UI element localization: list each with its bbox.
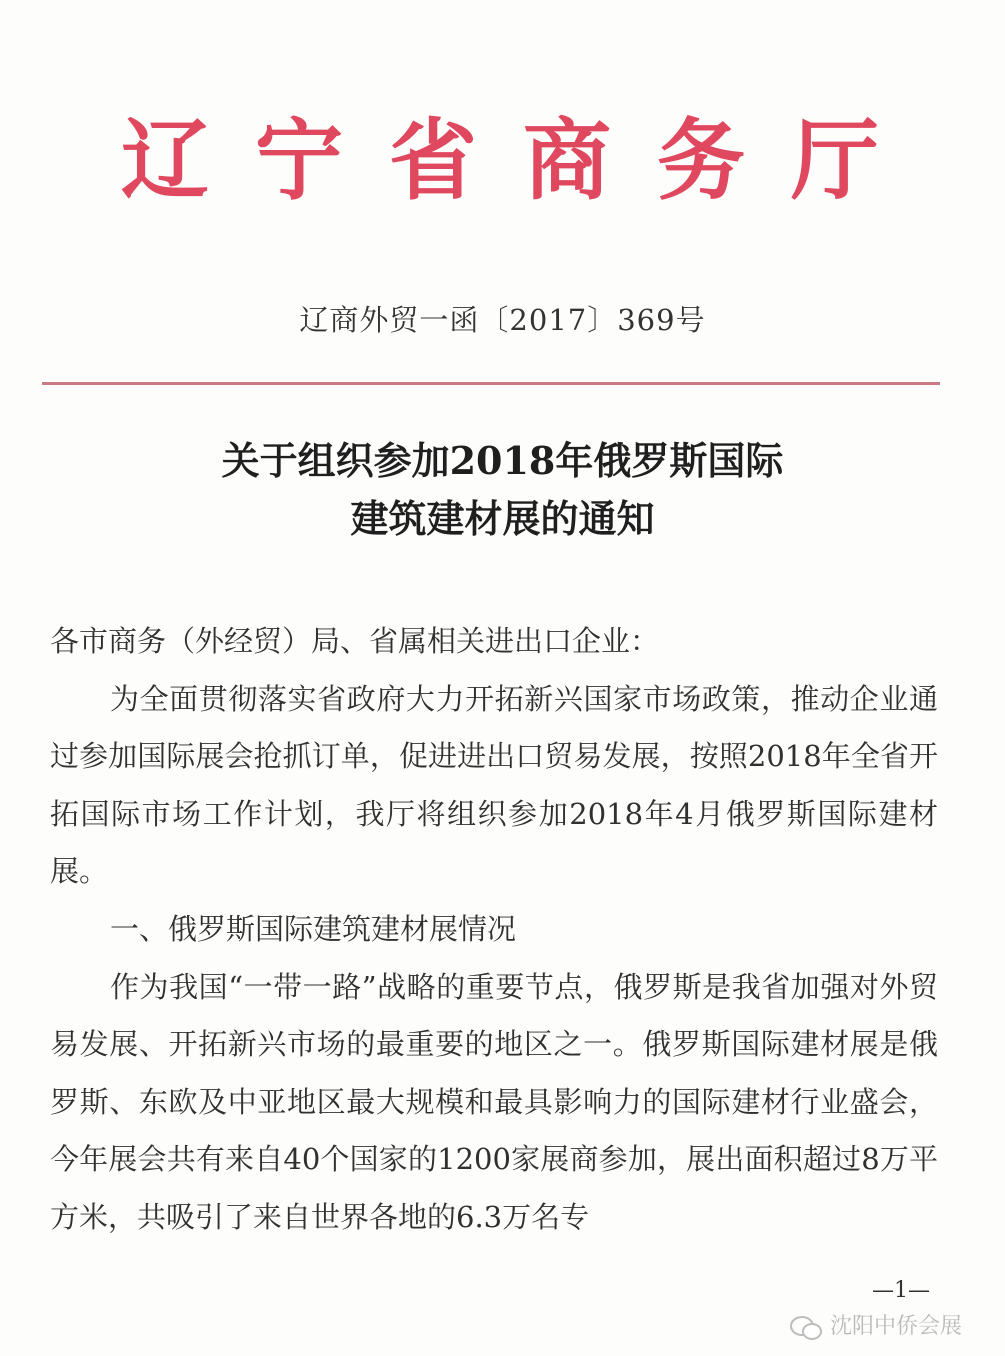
letterhead-char: 务 [656,108,745,212]
title-line-2: 建筑建材展的通知 [350,496,655,541]
red-divider-line [42,382,940,385]
letterhead-char: 省 [388,108,477,212]
letterhead-char: 辽 [120,108,209,212]
watermark-text: 沈阳中侨会展 [830,1314,963,1339]
page-number: —1— [872,1278,930,1303]
document-title [0,432,1005,548]
paragraph-section-1: 作为我国“一带一路”战略的重要节点，俄罗斯是我省加强对外贸易发展、开拓新兴市场的最重要的地区之一。俄罗斯国际建材展是俄罗斯、东欧及中亚地区最大规模和最具影响力的国际建材行业盛会，今年展会共有来自40个国家的1200家展商参加，展出面积超过8万平方米，共吸引了来自世界各地的6.3万名专 [50,969,938,1234]
paragraph-intro: 为全面贯彻落实省政府大力开拓新兴国家市场政策，推动企业通过参加国际展会抢抓订单，促进进出口贸易发展，按照2018年全省开拓国际市场工作计划，我厅将组织参加2018年4月俄罗斯国际建材展。 [50,681,938,889]
title-line-1: 关于组织参加2018年俄罗斯国际 [221,438,784,483]
salutation: 各市商务（外经贸）局、省属相关进出口企业： [50,624,660,658]
document-number: 辽商外贸一函〔2017〕369号 [299,303,706,337]
document-body [50,613,938,1247]
letterhead-char: 厅 [790,108,879,212]
section-heading: 一、俄罗斯国际建筑建材展情况 [110,911,517,946]
letterhead-char: 商 [522,108,611,212]
letterhead-char: 宁 [254,108,343,212]
watermark [790,1312,962,1342]
letterhead [110,105,890,215]
wechat-icon [790,1314,824,1340]
